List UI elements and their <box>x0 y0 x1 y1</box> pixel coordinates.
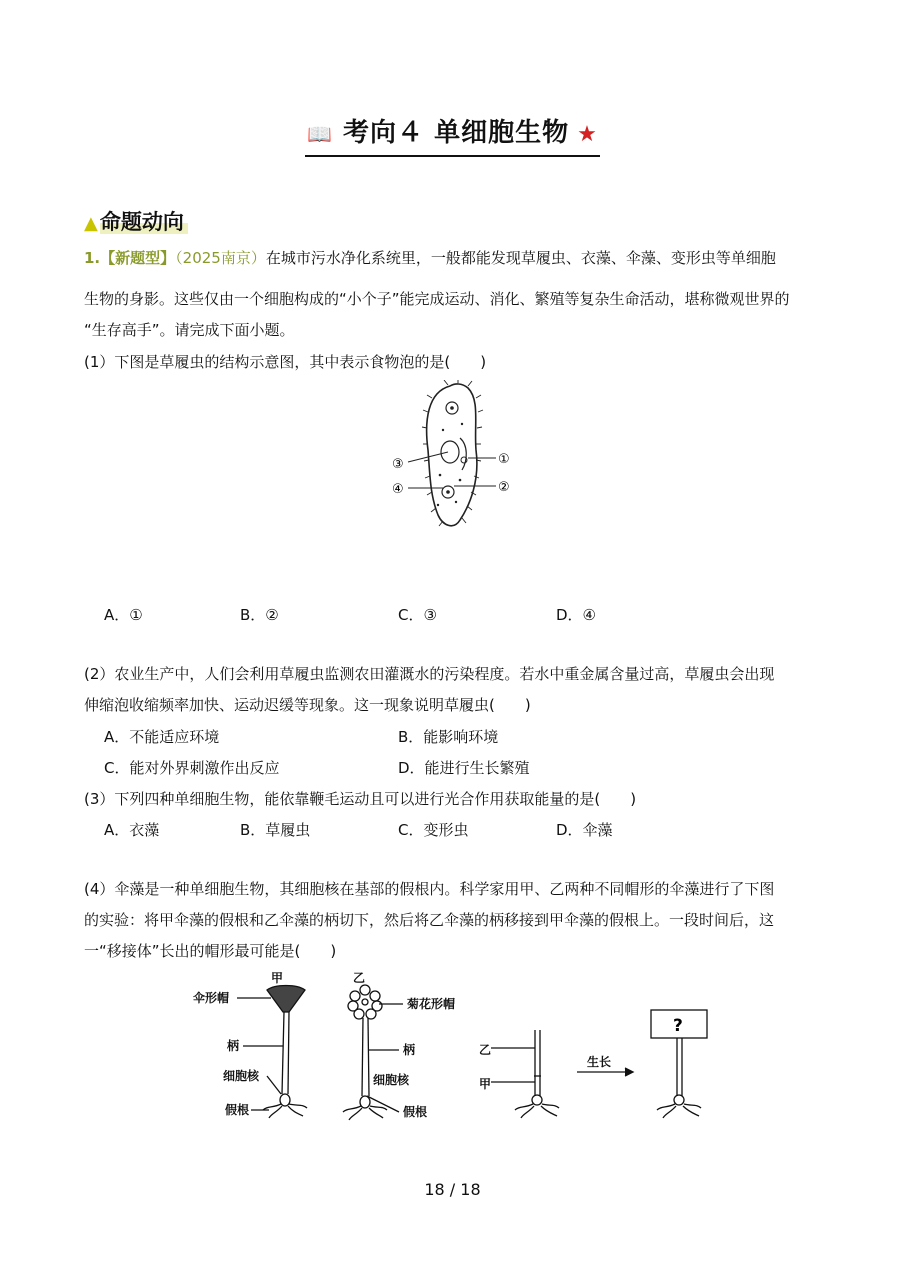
graft-jia-label: 甲 <box>479 1077 492 1091</box>
jia-nucleus <box>280 1094 290 1106</box>
open-book-icon: 📖 <box>307 122 334 146</box>
jia-umbrella-cap <box>267 986 305 1013</box>
nucleus-label-yi: 细胞核 <box>373 1073 410 1087</box>
nucleus-label-jia: 细胞核 <box>223 1069 260 1083</box>
sub1-stem: (1）下图是草履虫的结构示意图，其中表示食物泡的是( ) <box>84 353 487 371</box>
question-source: （2025南京） <box>175 249 266 267</box>
yi-chrysanthemum-cap <box>348 985 382 1019</box>
sub4-stem-line2: 的实验：将甲伞藻的假根和乙伞藻的柄切下，然后将乙伞藻的柄移接到甲伞藻的假根上。一段时间后，这 <box>84 911 775 929</box>
sub4-stem-line3: 一“移接体”长出的帽形最可能是( ) <box>84 942 337 960</box>
page-title <box>305 112 600 157</box>
sub3-option-a[interactable]: A．衣藻 <box>104 821 160 839</box>
jia-label-top: 甲 <box>271 971 284 985</box>
stalk-label-yi: 柄 <box>403 1043 416 1057</box>
question-intro-line3: “生存高手”。请完成下面小题。 <box>84 321 295 339</box>
sub3-stem: (3）下列四种单细胞生物，能依靠鞭毛运动且可以进行光合作用获取能量的是( ) <box>84 790 637 808</box>
question-mark: ? <box>673 1016 683 1036</box>
sub2-option-d[interactable]: D．能进行生长繁殖 <box>398 759 530 777</box>
graft-yi-label: 乙 <box>479 1043 492 1057</box>
acetabularia-diagram <box>185 968 725 1133</box>
section-heading <box>84 206 188 236</box>
paramecium-diagram <box>388 380 528 530</box>
yi-nucleus <box>360 1096 370 1108</box>
triangle-icon: ▲ <box>84 213 98 234</box>
yi-label-top: 乙 <box>353 971 366 985</box>
sub3-option-d[interactable]: D．伞藻 <box>556 821 613 839</box>
label-1: ① <box>498 452 510 467</box>
rhizoid-label-yi: 假根 <box>403 1105 428 1119</box>
chrysanthemum-cap-label: 菊花形帽 <box>407 997 456 1011</box>
star-icon: ★ <box>577 122 598 147</box>
question-intro-line2: 生物的身影。这些仅由一个细胞构成的“小个子”能完成运动、消化、繁殖等复杂生命活动，堪称微观世界的 <box>84 290 790 308</box>
title-text: 考向４ 单细胞生物 <box>343 118 570 148</box>
food-vacuoles <box>437 423 463 506</box>
sub2-option-a[interactable]: A．不能适应环境 <box>104 728 220 746</box>
rhizoid-label-jia: 假根 <box>225 1103 250 1117</box>
intro-text-1: 在城市污水净化系统里，一般都能发现草履虫、衣藻、伞藻、变形虫等单细胞 <box>265 249 776 267</box>
sub4-stem-line1: (4）伞藻是一种单细胞生物，其细胞核在基部的假根内。科学家用甲、乙两种不同帽形的伞藻进行了下图 <box>84 880 775 898</box>
sub2-stem-line2: 伸缩泡收缩频率加快、运动迟缓等现象。这一现象说明草履虫( ) <box>84 696 531 714</box>
label-3: ③ <box>392 457 404 472</box>
page-number: 18 / 18 <box>424 1180 481 1199</box>
oral-groove <box>460 438 466 470</box>
stalk-label-jia: 柄 <box>227 1039 240 1053</box>
sub2-option-c[interactable]: C．能对外界刺激作出反应 <box>104 759 280 777</box>
sub3-option-c[interactable]: C．变形虫 <box>398 821 469 839</box>
sub1-option-d[interactable]: D．④ <box>556 606 596 624</box>
sub1-option-b[interactable]: B．② <box>240 606 279 624</box>
umbrella-cap-label: 伞形帽 <box>193 991 230 1005</box>
macronucleus <box>441 441 459 463</box>
question-number: 1. <box>84 249 101 267</box>
paramecium-body <box>427 384 477 526</box>
question-tag: 【新题型】 <box>100 249 176 267</box>
question-intro-line1 <box>84 248 776 268</box>
sub2-option-b[interactable]: B．能影响环境 <box>398 728 499 746</box>
sub1-option-a[interactable]: A．① <box>104 606 143 624</box>
sub1-option-c[interactable]: C．③ <box>398 606 437 624</box>
grow-label: 生长 <box>587 1055 612 1069</box>
label-2: ② <box>498 480 510 495</box>
sub3-option-b[interactable]: B．草履虫 <box>240 821 311 839</box>
page-title-block <box>0 112 905 157</box>
section-title: 命题动向 <box>100 210 188 234</box>
sub2-stem-line1: (2）农业生产中，人们会利用草履虫监测农田灌溉水的污染程度。若水中重金属含量过高，草履虫会出现 <box>84 665 775 683</box>
label-4: ④ <box>392 482 404 497</box>
